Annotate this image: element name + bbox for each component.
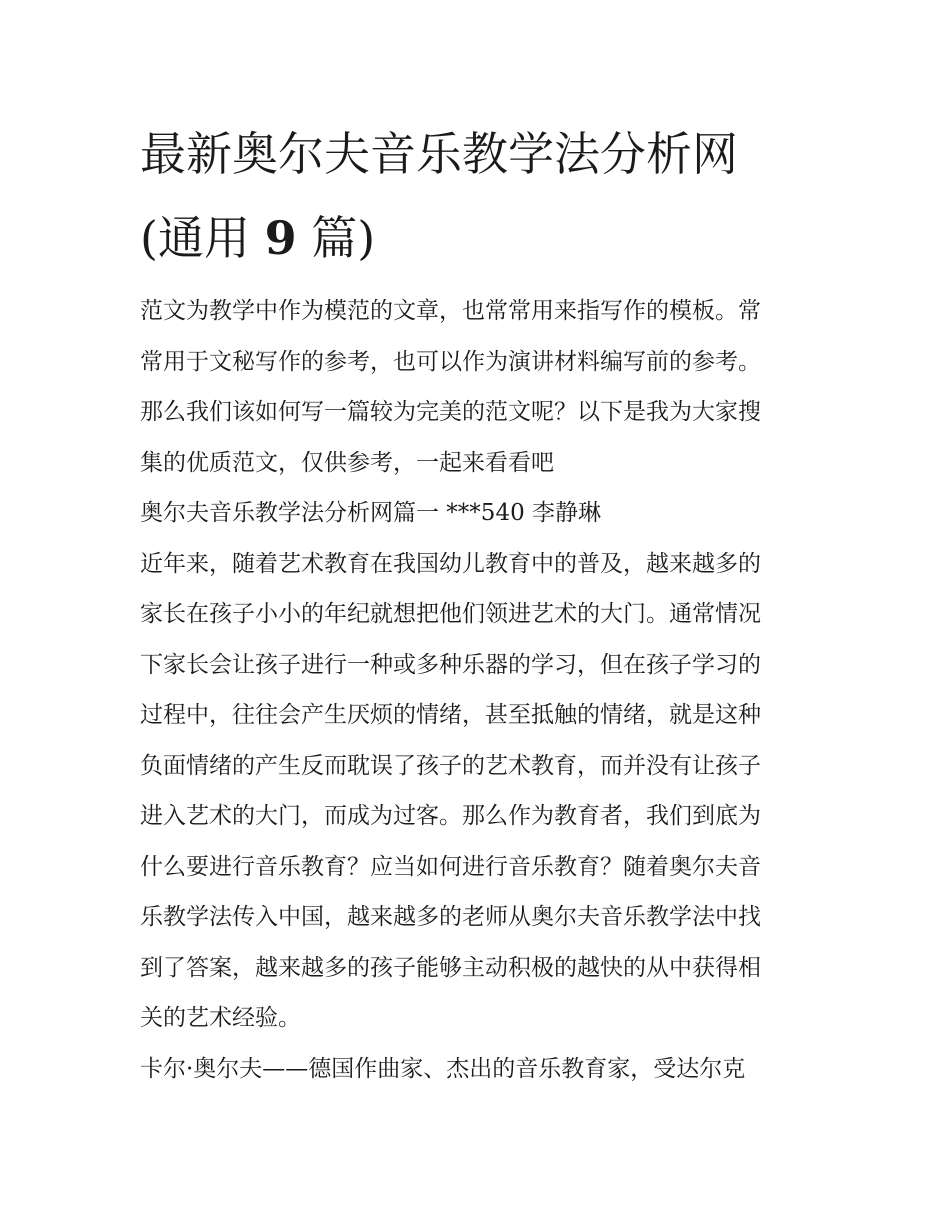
section-heading [140,488,812,539]
text-line: 什么要进行音乐教育？应当如何进行音乐教育？随着奥尔夫音 [140,853,761,880]
title-text: 篇) [296,211,376,265]
text-line: 过程中，往往会产生厌烦的情绪，甚至抵触的情绪，就是这种 [140,702,761,728]
text-line: 常用于文秘写作的参考，也可以作为演讲材料编写前的参考。 [140,348,761,375]
text-line: 那么我们该如何写一篇较为完美的范文呢？以下是我为大家搜 [140,399,761,425]
title-line [140,196,812,280]
text-line: 进入艺术的大门，而成为过客。那么作为教育者，我们到底为 [140,803,761,829]
text-line: 卡尔·奥尔夫——德国作曲家、杰出的音乐教育家，受达尔克 [140,1055,746,1082]
text-line: 下家长会让孩子进行一种或多种乐器的学习，但在孩子学习的 [140,651,761,678]
text-line: 集的优质范文，仅供参考，一起来看看吧 [140,449,554,476]
title-line: 最新奥尔夫音乐教学法分析网 [140,127,738,181]
body-paragraph [140,539,812,1044]
intro-paragraph [140,286,812,488]
text-line: 范文为教学中作为模范的文章，也常常用来指写作的模板。常 [140,298,761,324]
text-line: 到了答案，越来越多的孩子能够主动积极的越快的从中获得相 [140,954,761,981]
title-number: 9 [264,211,297,265]
title-text: (通用 [140,211,265,265]
text-line: 乐教学法传入中国，越来越多的老师从奥尔夫音乐教学法中找 [140,904,761,930]
document-page [140,112,812,1094]
next-paragraph [140,1044,812,1095]
section-heading-text: 奥尔夫音乐教学法分析网篇一 ***540 李静琳 [140,500,602,526]
text-line: 关的艺术经验。 [140,1005,301,1031]
text-line: 负面情绪的产生反而耽误了孩子的艺术教育，而并没有让孩子 [140,752,761,779]
text-line: 家长在孩子小小的年纪就想把他们领进艺术的大门。通常情况 [140,601,761,627]
document-title [140,112,812,280]
text-line: 近年来，随着艺术教育在我国幼儿教育中的普及，越来越多的 [140,550,761,577]
